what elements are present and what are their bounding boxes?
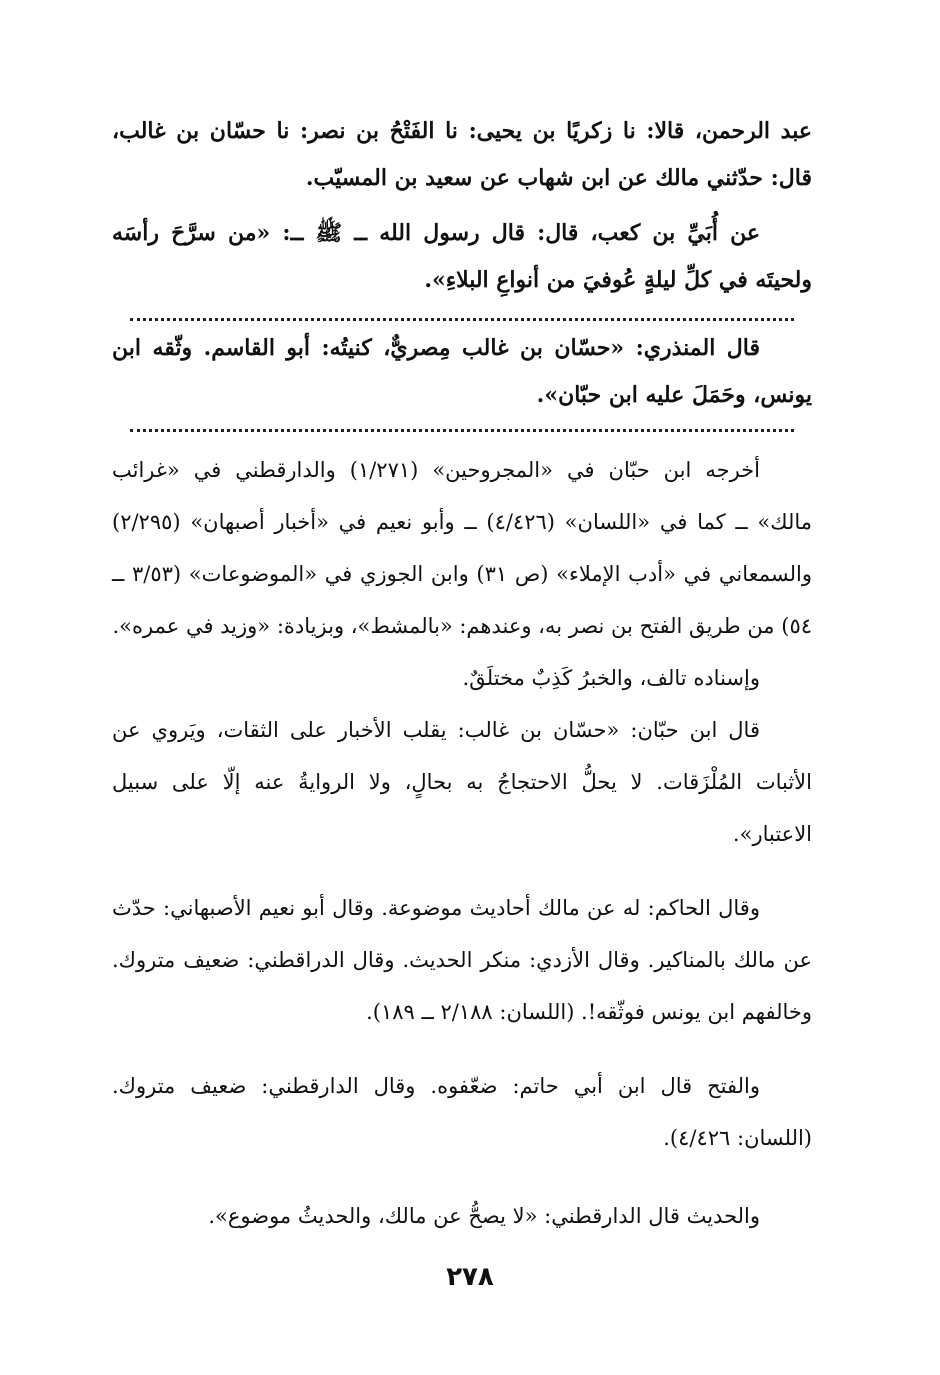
hakim-paragraph: وقال الحاكم: له عن مالك أحاديث موضوعة. وقال أبو نعيم الأصبهاني: حدّث عن مالك بالمناكير. وقال الأزدي: منكر الحديث. وقال الدراقطني: ضعيف متروك. وخالفهم ابن يونس فوثّقه!. (اللسان: ٢/١٨٨ ــ ١٨٩). bbox=[112, 896, 812, 1024]
isnad-judgment: وإسناده تالف، والخبرُ كَذِبٌ مختلَقٌ. bbox=[462, 666, 760, 690]
dotted-divider-bottom bbox=[130, 429, 794, 432]
takhrij-paragraph: أخرجه ابن حبّان في «المجروحين» (١/٢٧١) والدارقطني في «غرائب مالك» ــ كما في «اللسان» (٤/٤٢٦) ــ وأبو نعيم في «أخبار أصبهان» (٢/٢٩٥) والسمعاني في «أدب الإملاء» (ص ٣١) وابن الجوزي في «الموضوعات» (٣/٥٣ ــ ٥٤) من طريق الفتح بن نصر به، وعندهم: «بالمشط»، وبزيادة: «وزيد في عمره». bbox=[112, 458, 813, 638]
conclusion-paragraph: والحديث قال الدارقطني: «لا يصحُّ عن مالك، والحديثُ موضوع». bbox=[208, 1204, 760, 1228]
mundhiri-note: قال المنذري: «حسّان بن غالب مِصريٌّ، كنيتُه: أبو القاسم. وثّقه ابن يونس، وحَمَلَ عليه ابن حبّان». bbox=[112, 335, 812, 408]
page-body bbox=[112, 108, 812, 1242]
ibn-hibban-quote: قال ابن حبّان: «حسّان بن غالب: يقلب الأخبار على الثقات، ويَروي عن الأثبات المُلْزَقات. لا يحلُّ الاحتجاجُ به بحالٍ، ولا الروايةُ عنه إلّا على سبيل الاعتبار». bbox=[112, 718, 812, 846]
fath-paragraph: والفتح قال ابن أبي حاتم: ضعّفوه. وقال الدارقطني: ضعيف متروك. (اللسان: ٤/٤٢٦). bbox=[112, 1074, 812, 1150]
page-number: ٢٧٨ bbox=[446, 1262, 494, 1292]
hadith-text: عن أُبَيِّ بن كعب، قال: قال رسول الله ــ ﷺ ــ: «من سرَّحَ رأسَه ولحيتَه في كلِّ ليلةٍ عُوفيَ من أنواعِ البلاءِ». bbox=[112, 220, 812, 293]
isnad-paragraph: عبد الرحمن، قالا: نا زكريًا بن يحيى: نا الفَتْحُ بن نصر: نا حسّان بن غالب، قال: حدّثني مالك عن ابن شهاب عن سعيد بن المسيّب. bbox=[112, 118, 812, 191]
dotted-divider-top bbox=[130, 318, 794, 321]
